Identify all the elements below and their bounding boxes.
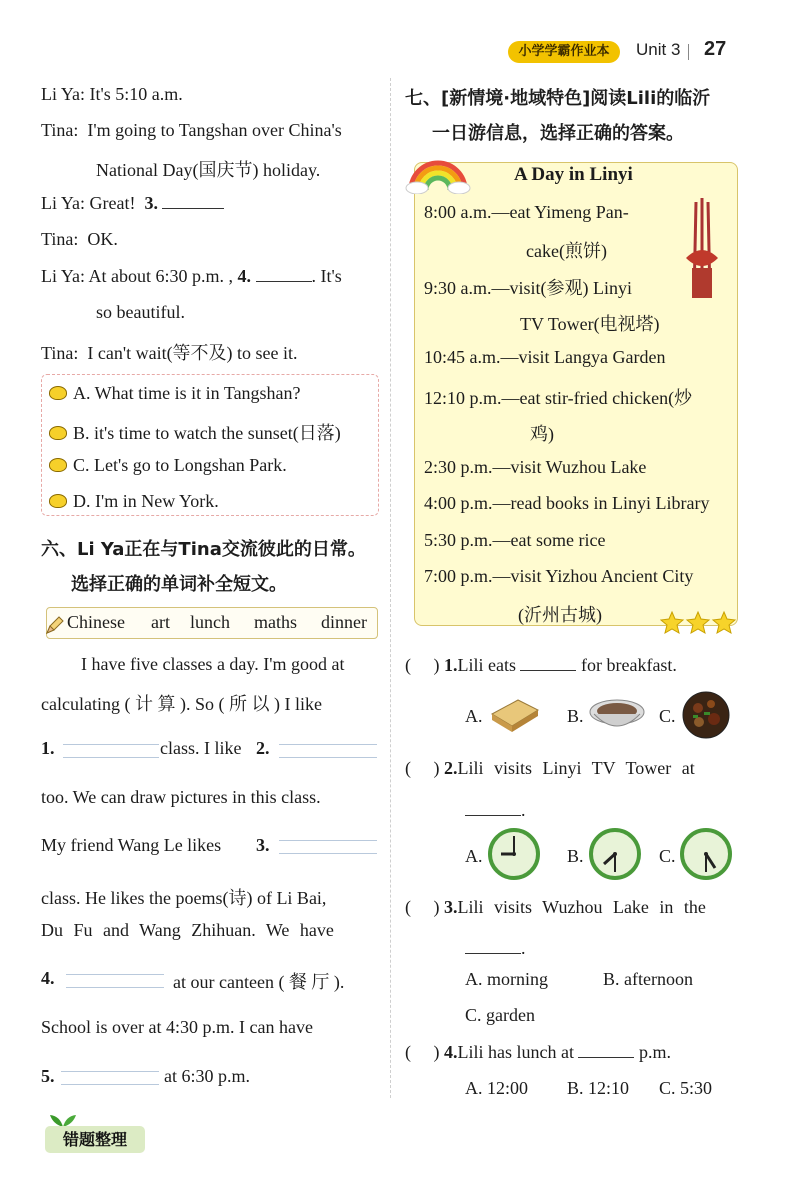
answer-blank-5[interactable] bbox=[61, 1071, 159, 1085]
q1-option-c[interactable]: C. bbox=[659, 706, 676, 726]
clock-icon bbox=[589, 828, 641, 880]
stir-fried-chicken-icon bbox=[681, 690, 731, 740]
answer-parens[interactable]: ( ) bbox=[405, 758, 440, 778]
word-bank-item: dinner bbox=[321, 612, 367, 632]
answer-blank-1[interactable] bbox=[63, 744, 159, 758]
section6-title: 六、Li Ya正在与Tina交流彼此的日常。 bbox=[41, 539, 366, 560]
q3-option-b[interactable]: B. afternoon bbox=[603, 969, 693, 989]
answer-parens[interactable]: ( ) bbox=[405, 655, 440, 675]
q2-option-b[interactable]: B. bbox=[567, 846, 584, 866]
question-3: 3.Lili visits Wuzhou Lake in the bbox=[444, 897, 706, 917]
option-a[interactable]: A. What time is it in Tangshan? bbox=[49, 383, 301, 404]
blank-number: 1. bbox=[41, 738, 55, 758]
card-line: 4:00 p.m.—read books in Linyi Library bbox=[424, 493, 710, 513]
passage-text: at 6:30 p.m. bbox=[164, 1066, 250, 1086]
header-divider bbox=[688, 44, 689, 60]
section7-title: 七、[新情境·地域特色]阅读Lili的临沂 bbox=[405, 88, 711, 109]
question-4: 4.Lili has lunch at p.m. bbox=[444, 1042, 671, 1062]
clock-icon bbox=[488, 828, 540, 880]
noodle-bowl-icon bbox=[588, 694, 646, 734]
passage-line: class. He likes the poems(诗) of Li Bai, bbox=[41, 888, 327, 908]
q1-option-a[interactable]: A. bbox=[465, 706, 483, 726]
card-line: 9:30 a.m.—visit(参观) Linyi bbox=[424, 278, 632, 298]
dialogue-line: Li Ya: At about 6:30 p.m. , 4. . It's bbox=[41, 266, 342, 286]
question-2-blank[interactable] bbox=[465, 801, 521, 816]
dialogue-line: Li Ya: Great! 3. bbox=[41, 193, 224, 214]
passage-text: My friend Wang Le likes bbox=[41, 835, 222, 855]
stars-icon bbox=[660, 610, 740, 636]
passage-text: at our canteen ( 餐 厅 ). bbox=[173, 972, 345, 992]
question-2-blank-line: . bbox=[465, 800, 526, 821]
card-line: (沂州古城) bbox=[518, 605, 602, 625]
q2-option-c[interactable]: C. bbox=[659, 846, 676, 866]
dialogue-line: Tina: I can't wait(等不及) to see it. bbox=[41, 343, 298, 363]
question-4-blank[interactable] bbox=[578, 1043, 634, 1058]
card-line: 2:30 p.m.—visit Wuzhou Lake bbox=[424, 457, 647, 477]
word-bank-item: Chinese bbox=[67, 612, 125, 632]
passage-line: calculating ( 计 算 ). So ( 所 以 ) I like bbox=[41, 694, 322, 714]
blank-number: 2. bbox=[256, 738, 270, 758]
q3-option-c[interactable]: C. garden bbox=[465, 1005, 535, 1025]
section6-title-line2: 选择正确的单词补全短文。 bbox=[71, 574, 287, 595]
chick-icon bbox=[49, 494, 67, 508]
pencil-icon bbox=[44, 614, 66, 636]
q3-option-a[interactable]: A. morning bbox=[465, 969, 548, 989]
answer-blank-4[interactable] bbox=[256, 267, 312, 282]
q4-option-a[interactable]: A. 12:00 bbox=[465, 1078, 528, 1098]
section7-title-line2: 一日游信息，选择正确的答案。 bbox=[432, 123, 684, 144]
card-line: 5:30 p.m.—eat some rice bbox=[424, 530, 606, 550]
q4-option-b[interactable]: B. 12:10 bbox=[567, 1078, 630, 1098]
word-bank-item: art bbox=[151, 612, 170, 632]
card-line: cake(煎饼) bbox=[526, 241, 607, 261]
question-1-blank[interactable] bbox=[520, 656, 576, 671]
passage-line: Du Fu and Wang Zhihuan. We have bbox=[41, 920, 334, 940]
card-line: 7:00 p.m.—visit Yizhou Ancient City bbox=[424, 566, 694, 586]
answer-blank-3[interactable] bbox=[162, 194, 224, 209]
column-divider bbox=[390, 78, 391, 1098]
question-3-blank[interactable] bbox=[465, 939, 521, 954]
card-line: 10:45 a.m.—visit Langya Garden bbox=[424, 347, 666, 367]
blank-number: 4. bbox=[41, 968, 55, 988]
blank-number: 3. bbox=[256, 835, 270, 855]
tv-tower-icon bbox=[680, 198, 724, 302]
option-c[interactable]: C. Let's go to Longshan Park. bbox=[49, 455, 287, 476]
card-title: A Day in Linyi bbox=[514, 164, 633, 185]
blank-number: 5. bbox=[41, 1066, 55, 1086]
passage-line: too. We can draw pictures in this class. bbox=[41, 787, 321, 807]
answer-blank-4-passage[interactable] bbox=[66, 974, 164, 988]
option-b[interactable]: B. it's time to watch the sunset(日落) bbox=[49, 419, 341, 445]
word-bank-item: lunch bbox=[190, 612, 230, 632]
card-line: 鸡) bbox=[530, 424, 554, 444]
q4-option-c[interactable]: C. 5:30 bbox=[659, 1078, 713, 1098]
error-review-tag: 错题整理 bbox=[45, 1126, 145, 1153]
dialogue-line: Li Ya: It's 5:10 a.m. bbox=[41, 84, 183, 104]
answer-parens[interactable]: ( ) bbox=[405, 1042, 440, 1062]
option-d[interactable]: D. I'm in New York. bbox=[49, 491, 219, 512]
unit-label: Unit 3 bbox=[636, 40, 681, 59]
passage-line: I have five classes a day. I'm good at bbox=[81, 654, 345, 674]
question-2: 2.Lili visits Linyi TV Tower at bbox=[444, 758, 695, 778]
chick-icon bbox=[49, 386, 67, 400]
dialogue-line: Tina: I'm going to Tangshan over China's bbox=[41, 120, 342, 140]
answer-blank-3-passage[interactable] bbox=[279, 840, 377, 854]
q2-option-a[interactable]: A. bbox=[465, 846, 483, 866]
chick-icon bbox=[49, 458, 67, 472]
clock-icon bbox=[680, 828, 732, 880]
question-1: 1.Lili eats for breakfast. bbox=[444, 655, 677, 675]
card-line: TV Tower(电视塔) bbox=[520, 314, 660, 334]
answer-parens[interactable]: ( ) bbox=[405, 897, 440, 917]
question-3-blank-line: . bbox=[465, 938, 526, 959]
chick-icon bbox=[49, 426, 67, 440]
dialogue-line: Tina: OK. bbox=[41, 229, 118, 249]
q1-option-b[interactable]: B. bbox=[567, 706, 584, 726]
passage-line: School is over at 4:30 p.m. I can have bbox=[41, 1017, 313, 1037]
passage-text: class. I like bbox=[160, 738, 242, 758]
book-brand-badge: 小学学霸作业本 bbox=[508, 41, 620, 63]
word-bank-item: maths bbox=[254, 612, 297, 632]
dialogue-line-cont: so beautiful. bbox=[96, 302, 185, 322]
pancake-icon bbox=[488, 692, 540, 734]
card-line: 12:10 p.m.—eat stir-fried chicken(炒 bbox=[424, 388, 693, 408]
rainbow-icon bbox=[405, 150, 471, 194]
answer-blank-2[interactable] bbox=[279, 744, 377, 758]
card-line: 8:00 a.m.—eat Yimeng Pan- bbox=[424, 202, 629, 222]
dialogue-line-cont: National Day(国庆节) holiday. bbox=[96, 160, 321, 180]
page-number: 27 bbox=[704, 38, 727, 60]
